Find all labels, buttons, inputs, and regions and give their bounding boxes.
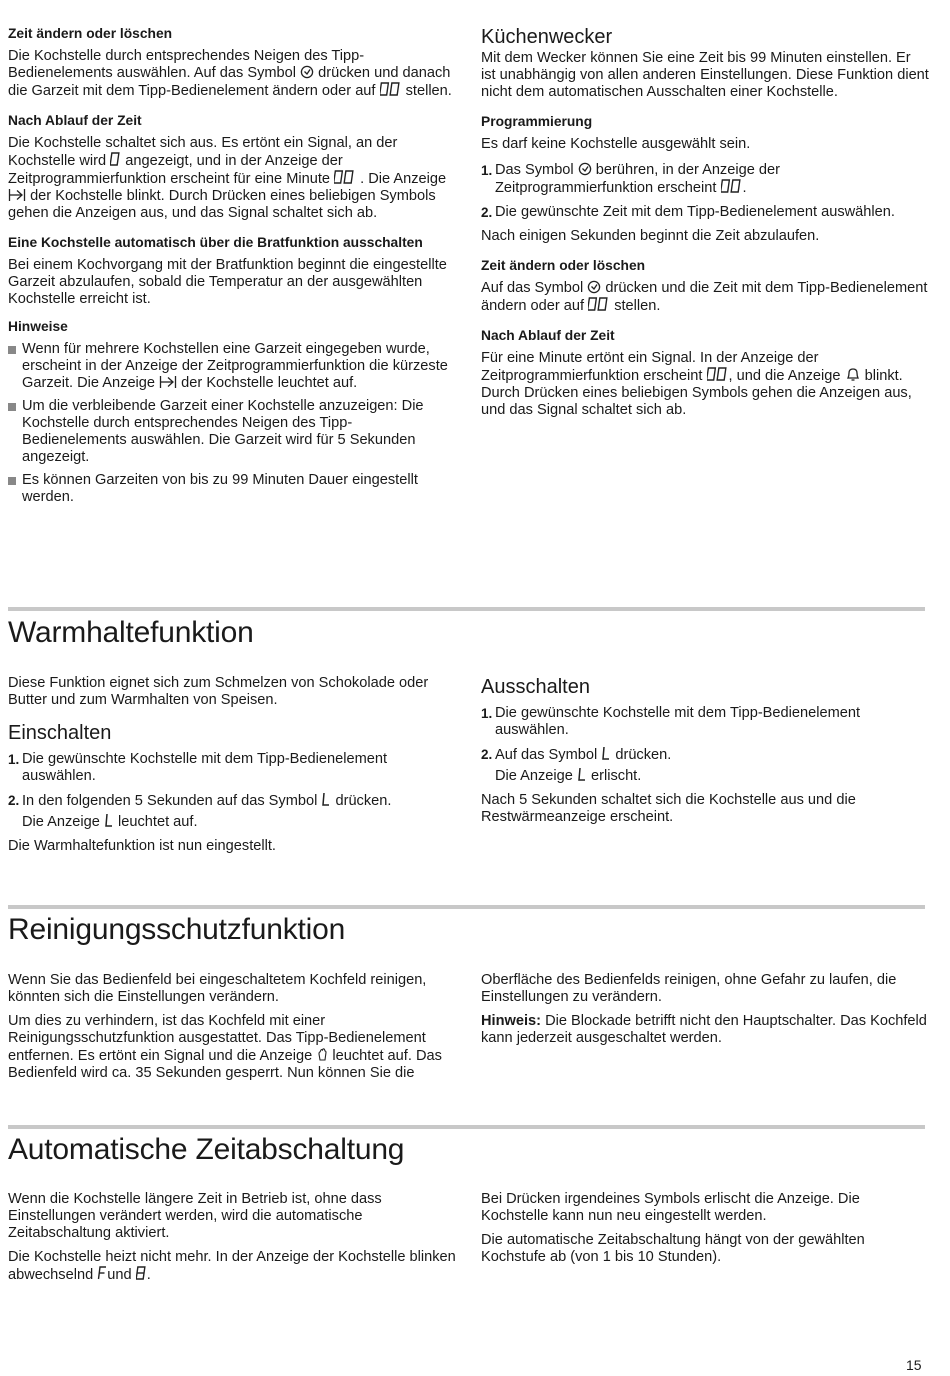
display-f-icon bbox=[97, 1266, 107, 1281]
bell-icon bbox=[845, 367, 861, 382]
list-item: 1. Die gewünschte Kochstelle mit dem Tipp-Bedienelement auswählen. bbox=[481, 705, 861, 738]
programmierung-text: Es darf keine Kochstelle ausgewählt sein. bbox=[481, 136, 751, 152]
programmierung-after-text: Nach einigen Sekunden beginnt die Zeit abzulaufen. bbox=[481, 228, 820, 244]
display-0-icon bbox=[110, 152, 121, 167]
einschalten-sub-text: Die Anzeige leuchtet auf. bbox=[22, 814, 198, 830]
list-item: Es können Garzeiten von bis zu 99 Minuten Dauer eingestellt werden. bbox=[8, 472, 456, 506]
display-00-icon bbox=[334, 170, 356, 185]
list-item: Um die verbleibende Garzeit einer Kochstelle anzuzeigen: Die Kochstelle durch entsprechendes Neigen des Tipp-Bedienelements auswählen. Die Garzeit wird für 5 Sekunden angezeigt. bbox=[8, 398, 456, 466]
ausschalten-sub-text: Die Anzeige erlischt. bbox=[495, 768, 642, 784]
reinigung-right-column bbox=[481, 972, 929, 1054]
timer-icon bbox=[300, 65, 314, 79]
bullet-square-icon bbox=[8, 477, 16, 485]
hand-wipe-icon bbox=[316, 1047, 328, 1062]
zeitabschaltung-right-column bbox=[481, 1191, 929, 1273]
einschalten-heading: Einschalten bbox=[8, 722, 112, 744]
nach-ablauf-heading: Nach Ablauf der Zeit bbox=[8, 113, 142, 128]
section-divider bbox=[8, 607, 925, 611]
bratfunktion-heading: Eine Kochstelle automatisch über die Bratfunktion ausschalten bbox=[8, 235, 423, 250]
warmhalte-intro: Diese Funktion eignet sich zum Schmelzen von Schokolade oder Butter und zum Warmhalten von Speisen. bbox=[8, 675, 429, 708]
zeit-aendern-text: Auf das Symbol drücken und die Zeit mit dem Tipp-Bedienelement ändern oder auf stellen. bbox=[481, 280, 928, 314]
warmhalte-left-column bbox=[8, 675, 456, 862]
zeit-aendern-heading: Zeit ändern oder löschen bbox=[8, 26, 173, 41]
hinweise-heading: Hinweise bbox=[8, 319, 68, 334]
ausschalten-after-text: Nach 5 Sekunden schaltet sich die Kochstelle aus und die Restwärmeanzeige erscheint. bbox=[481, 792, 856, 825]
keep-warm-icon bbox=[601, 746, 611, 761]
reinigung-text-3: Oberfläche des Bedienfelds reinigen, ohne Gefahr zu laufen, die Einstellungen zu verändern. bbox=[481, 972, 897, 1005]
warmhalte-title: Warmhaltefunktion bbox=[8, 616, 254, 649]
time-arrow-icon bbox=[8, 188, 26, 202]
list-item: 2. Auf das Symbol drücken. bbox=[481, 747, 672, 763]
zeitabschaltung-text-4: Die automatische Zeitabschaltung hängt von der gewählten Kochstufe ab (von 1 bis 10 Stunden). bbox=[481, 1232, 865, 1265]
bullet-square-icon bbox=[8, 346, 16, 354]
list-item: Wenn für mehrere Kochstellen eine Garzeit eingegeben wurde, erscheint in der Anzeige der Zeitprogrammierfunktion die kürzeste Garzeit. Die Anzeige der Kochstelle leuchtet auf. bbox=[8, 341, 456, 392]
timer-icon bbox=[578, 162, 592, 176]
zeitabschaltung-left-column bbox=[8, 1191, 456, 1291]
zeit-aendern-text: Die Kochstelle durch entsprechendes Neigen des Tipp-Bedienelements auswählen. Auf das Symbol drücken und danach die Garzeit mit dem Tipp-Bedienelement ändern oder auf stellen. bbox=[8, 48, 452, 99]
zeitabschaltung-text-2: Die Kochstelle heizt nicht mehr. In der Anzeige der Kochstelle blinken abwechselnd und . bbox=[8, 1249, 456, 1283]
nach-ablauf-text: Die Kochstelle schaltet sich aus. Es ertönt ein Signal, an der Kochstelle wird angezeigt, und in der Anzeige der Zeitprogrammierfunktion erscheint für eine Minute . Die Anzeige der Kochstelle blinkt. Durch Drücken eines beliebigen Symbols gehen die Anzeigen aus, und das Signal schaltet sich ab. bbox=[8, 135, 447, 221]
zeitabschaltung-text-1: Wenn die Kochstelle längere Zeit in Betrieb ist, ohne dass Einstellungen verändert werden, wird die automatische Zeitabschaltung aktiviert. bbox=[8, 1191, 382, 1241]
zeitabschaltung-text-3: Bei Drücken irgendeines Symbols erlischt die Anzeige. Die Kochstelle kann nun neu eingestellt werden. bbox=[481, 1191, 860, 1224]
einschalten-after-text: Die Warmhaltefunktion ist nun eingestellt. bbox=[8, 838, 276, 854]
display-00-icon bbox=[707, 367, 729, 382]
display-00-icon bbox=[380, 82, 402, 97]
keep-warm-icon bbox=[321, 792, 331, 807]
kuechenwecker-text: Mit dem Wecker können Sie eine Zeit bis 99 Minuten einstellen. Er ist unabhängig von allen anderen Einstellungen. Diese Funktion dient nicht dem automatischen Ausschalten einer Kochstelle. bbox=[481, 50, 929, 100]
bratfunktion-text: Bei einem Kochvorgang mit der Bratfunktion beginnt die eingestellte Garzeit abzulaufen, sobald die Temperatur an der ausgewählten Kochstelle erreicht ist. bbox=[8, 257, 447, 307]
kuechenwecker-heading: Küchenwecker bbox=[481, 26, 613, 48]
list-item: 1. Das Symbol berühren, in der Anzeige der Zeitprogrammierfunktion erscheint . bbox=[481, 162, 780, 196]
section-divider bbox=[8, 905, 925, 909]
zeitabschaltung-title: Automatische Zeitabschaltung bbox=[8, 1133, 405, 1166]
page-number: 15 bbox=[906, 1357, 922, 1373]
reinigung-title: Reinigungsschutzfunktion bbox=[8, 913, 346, 946]
display-8-icon bbox=[136, 1266, 147, 1281]
zeit-aendern-heading: Zeit ändern oder löschen bbox=[481, 258, 646, 273]
section-divider bbox=[8, 1125, 925, 1129]
time-arrow-icon bbox=[159, 375, 177, 389]
reinigung-text-2: Um dies zu verhindern, ist das Kochfeld mit einer Reinigungsschutzfunktion ausgestattet. Das Tipp-Bedienelement entfernen. Es ertönt ein Signal und die Anzeige leuchtet auf. Das Bedienfeld wird ca. 35 Sekunden gesperrt. Nun können Sie die bbox=[8, 1013, 442, 1081]
timer-icon bbox=[587, 280, 601, 294]
display-00-icon bbox=[721, 179, 743, 194]
list-item: 2. Die gewünschte Zeit mit dem Tipp-Bedienelement auswählen. bbox=[481, 204, 895, 220]
reinigung-left-column bbox=[8, 972, 456, 1089]
programmierung-heading: Programmierung bbox=[481, 114, 593, 129]
top-left-column bbox=[8, 25, 456, 512]
list-item: 1. Die gewünschte Kochstelle mit dem Tipp-Bedienelement auswählen. bbox=[8, 751, 388, 784]
keep-warm-icon bbox=[104, 813, 114, 828]
display-00-icon bbox=[588, 297, 610, 312]
bullet-square-icon bbox=[8, 403, 16, 411]
nach-ablauf-text: Für eine Minute ertönt ein Signal. In der Anzeige der Zeitprogrammierfunktion erscheint , und die Anzeige blinkt. Durch Drücken eines beliebigen Symbols gehen die Anzeigen aus, und das Signal schaltet sich ab. bbox=[481, 350, 912, 418]
reinigung-hinweis: Hinweis: Die Blockade betrifft nicht den Hauptschalter. Das Kochfeld kann jederzeit ausgeschaltet werden. bbox=[481, 1013, 927, 1046]
nach-ablauf-heading: Nach Ablauf der Zeit bbox=[481, 328, 615, 343]
ausschalten-heading: Ausschalten bbox=[481, 676, 590, 698]
reinigung-text-1: Wenn Sie das Bedienfeld bei eingeschaltetem Kochfeld reinigen, könnten sich die Einstellungen verändern. bbox=[8, 972, 427, 1005]
warmhalte-right-column bbox=[481, 675, 929, 833]
keep-warm-icon bbox=[577, 767, 587, 782]
top-right-column bbox=[481, 25, 929, 426]
list-item: 2. In den folgenden 5 Sekunden auf das Symbol drücken. bbox=[8, 793, 392, 809]
